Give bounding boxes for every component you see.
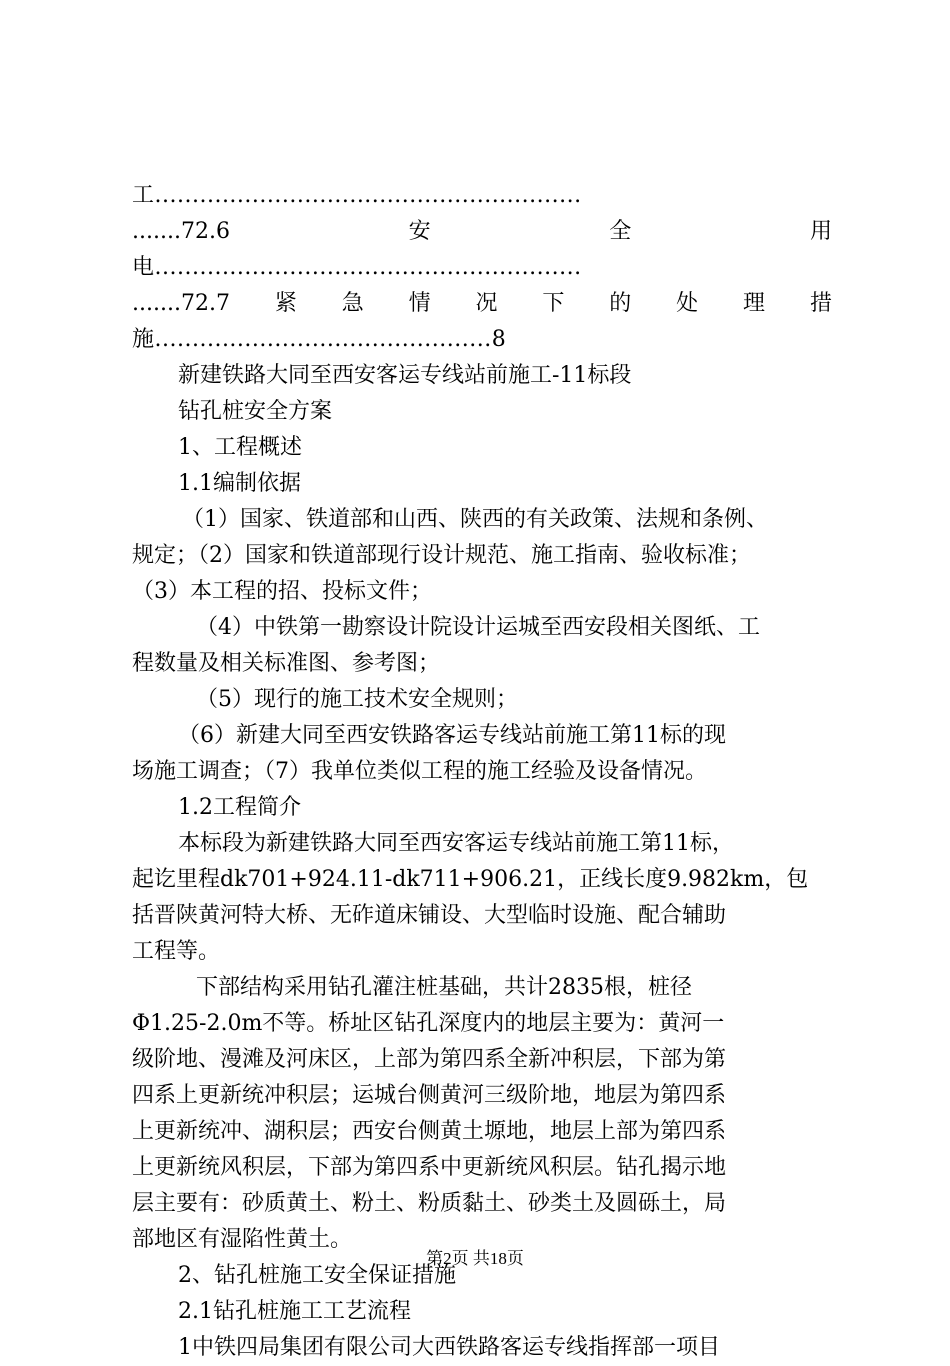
paragraph-line: 工程等。 bbox=[132, 939, 221, 964]
paragraph-line: （6）新建大同至西安铁路客运专线站前施工第11标的现 bbox=[178, 723, 726, 748]
toc-word: 安 bbox=[408, 219, 431, 244]
paragraph-line: 本标段为新建铁路大同至西安客运专线站前施工第11标， bbox=[178, 831, 734, 856]
paragraph-line: Φ1.25-2.0m不等。桥址区钻孔深度内的地层主要为：黄河一 bbox=[132, 1011, 725, 1036]
section-heading: 2、钻孔桩施工安全保证措施 bbox=[178, 1263, 456, 1288]
toc-char: 措 bbox=[809, 291, 832, 316]
section-heading: 1、工程概述 bbox=[178, 435, 302, 460]
toc-line bbox=[132, 286, 832, 322]
paragraph-line: （5）现行的施工技术安全规则； bbox=[196, 687, 518, 712]
toc-char: 理 bbox=[743, 291, 766, 316]
toc-line: 工......................................................... bbox=[132, 183, 582, 208]
toc-line: 电......................................................... bbox=[132, 255, 582, 280]
toc-char: 急 bbox=[341, 291, 364, 316]
subsection-heading: 2.1钻孔桩施工工艺流程 bbox=[178, 1299, 411, 1324]
paragraph-line: 下部结构采用钻孔灌注桩基础，共计2835根，桩径 bbox=[196, 975, 692, 1000]
project-name: 新建铁路大同至西安客运专线站前施工-11标段 bbox=[178, 363, 632, 388]
toc-dots: .......72.7 bbox=[132, 291, 230, 316]
paragraph-line: 层主要有：砂质黄土、粉土、粉质黏土、砂类土及圆砾土，局 bbox=[132, 1191, 727, 1216]
subsection-heading: 1.1编制依据 bbox=[178, 471, 301, 496]
document-title: 钻孔桩安全方案 bbox=[178, 399, 333, 424]
toc-line: 施.............................................8 bbox=[132, 327, 507, 352]
paragraph-line: 四系上更新统冲积层；运城台侧黄河三级阶地，地层为第四系 bbox=[132, 1083, 727, 1108]
toc-char: 紧 bbox=[274, 291, 297, 316]
paragraph-line: 上更新统风积层，下部为第四系中更新统风积层。钻孔揭示地 bbox=[132, 1155, 727, 1180]
toc-dots: .......72.6 bbox=[132, 219, 230, 244]
page-number-footer: 第2页 共18页 bbox=[426, 1249, 524, 1268]
toc-line bbox=[132, 214, 832, 250]
paragraph-line: 部地区有湿陷性黄土。 bbox=[132, 1227, 353, 1252]
paragraph-line: 场施工调查；（7）我单位类似工程的施工经验及设备情况。 bbox=[132, 759, 707, 784]
paragraph-line: 起讫里程dk701+924.11-dk711+906.21，正线长度9.982km，包 bbox=[132, 867, 809, 892]
paragraph-line: 级阶地、漫滩及河床区，上部为第四系全新冲积层，下部为第 bbox=[132, 1047, 727, 1072]
paragraph-line: 上更新统冲、湖积层；西安台侧黄土塬地，地层上部为第四系 bbox=[132, 1119, 727, 1144]
toc-word: 用 bbox=[809, 219, 832, 244]
paragraph-line: 规定；（2）国家和铁道部现行设计规范、施工指南、验收标准； bbox=[132, 543, 751, 568]
toc-char: 处 bbox=[676, 291, 699, 316]
subsection-heading: 1.2工程简介 bbox=[178, 795, 301, 820]
paragraph-line: （4）中铁第一勘察设计院设计运城至西安段相关图纸、工 bbox=[196, 615, 760, 640]
toc-word: 全 bbox=[609, 219, 632, 244]
paragraph-line: 程数量及相关标准图、参考图； bbox=[132, 651, 441, 676]
paragraph-line: 括晋陕黄河特大桥、无砟道床铺设、大型临时设施、配合辅助 bbox=[132, 903, 727, 928]
toc-char: 的 bbox=[609, 291, 632, 316]
paragraph-line: （3）本工程的招、投标文件； bbox=[132, 579, 432, 604]
document-body bbox=[132, 178, 832, 1366]
paragraph-line: （1）国家、铁道部和山西、陕西的有关政策、法规和条例、 bbox=[182, 507, 768, 532]
toc-char: 情 bbox=[408, 291, 431, 316]
toc-char: 况 bbox=[475, 291, 498, 316]
toc-char: 下 bbox=[542, 291, 565, 316]
paragraph-line: 1中铁四局集团有限公司大西铁路客运专线指挥部一项目 bbox=[178, 1335, 720, 1360]
